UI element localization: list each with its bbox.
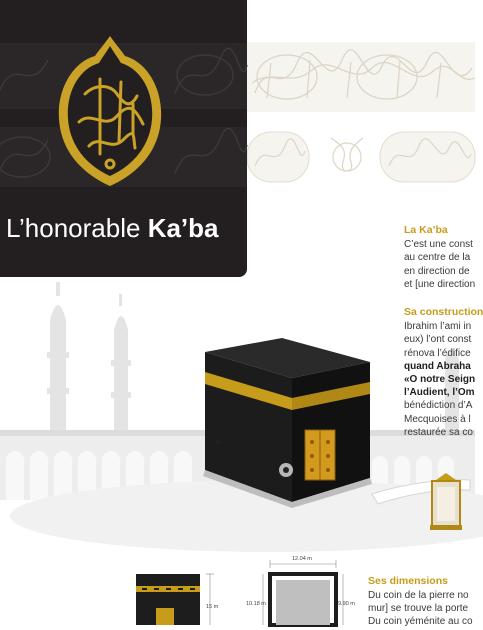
section-construction-line: eux) l’ont const — [404, 334, 472, 346]
section-construction-line: Ibrahim l’ami in — [404, 321, 472, 333]
section-kaaba-line: au centre de la — [404, 252, 471, 264]
width-dimension-label: 12.04 m — [292, 556, 312, 562]
left-side-dimension-label: 10.18 m — [246, 601, 266, 607]
kaaba-building — [203, 338, 372, 508]
page-title-bold: Ka’ba — [147, 213, 219, 243]
section-dimensions-title: Ses dimensions — [368, 575, 448, 587]
kaaba-plan-diagram — [245, 556, 360, 625]
maqam-ibrahim — [430, 473, 462, 530]
section-kaaba-line: C’est une const — [404, 239, 473, 251]
page-title — [6, 213, 219, 244]
right-side-dimension-label: 9.90 m — [338, 601, 355, 607]
calligraphy-frieze-middle — [247, 126, 475, 188]
section-kaaba — [404, 224, 475, 291]
gold-calligraphy-medallion — [55, 34, 165, 188]
section-dimensions-line: mur] se trouve la porte — [368, 603, 469, 614]
page-title-prefix: L’honorable — [6, 213, 148, 243]
section-construction — [404, 306, 483, 439]
section-kaaba-title: La Ka’ba — [404, 224, 448, 236]
section-construction-line: rénova l’édifice — [404, 347, 471, 359]
section-construction-line: «O notre Seign — [404, 374, 476, 386]
title-card — [0, 0, 247, 277]
section-construction-line: l’Audient, l’Om — [404, 387, 475, 399]
section-dimensions — [368, 575, 475, 628]
calligraphy-frieze-top — [247, 38, 475, 116]
height-dimension-label: 15 m — [206, 604, 219, 610]
section-construction-line: Mecquoises à l — [404, 413, 471, 425]
section-dimensions-line: Du coin yéménite au co — [368, 616, 473, 627]
kaaba-elevation-diagram — [136, 574, 226, 625]
section-kaaba-line: en direction de — [404, 265, 470, 277]
section-kaaba-line: et [une direction — [404, 278, 476, 290]
section-construction-line: bénédiction d’A — [404, 400, 473, 412]
section-construction-title: Sa construction — [404, 306, 483, 318]
section-construction-line: quand Abraha — [404, 360, 471, 372]
section-construction-line: restaurée sa co — [404, 426, 473, 438]
section-dimensions-line: Du coin de la pierre no — [368, 590, 469, 601]
